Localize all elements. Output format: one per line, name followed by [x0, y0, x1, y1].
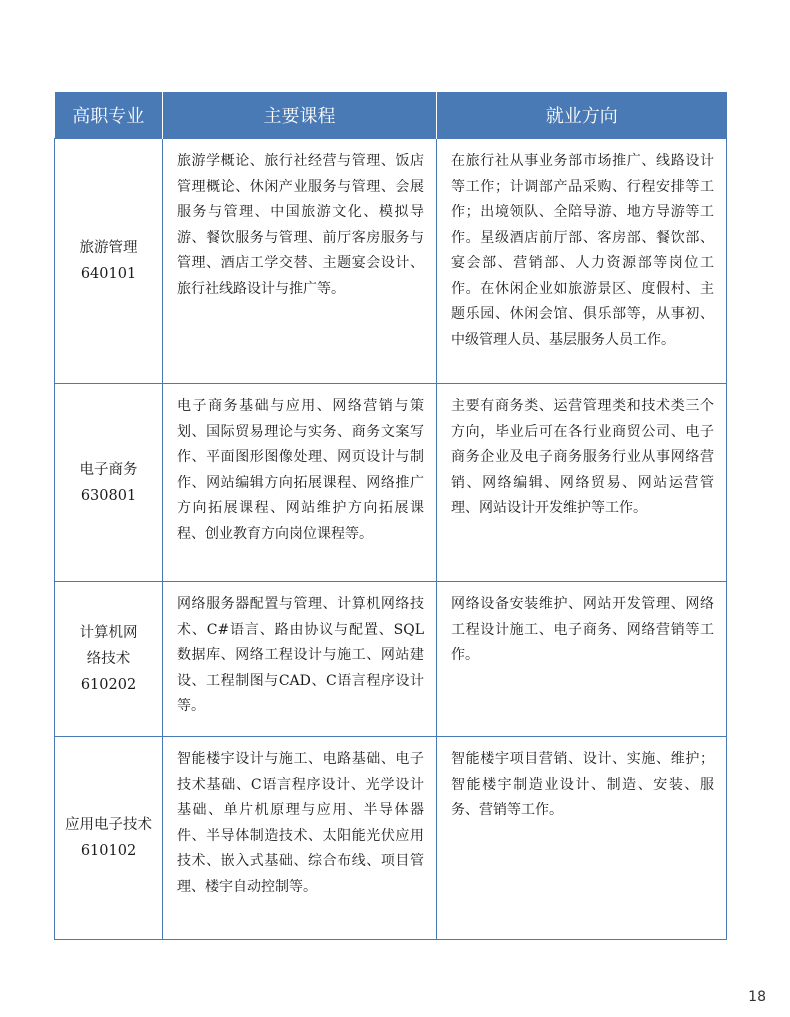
major-code: 630801 [80, 487, 137, 504]
careers-cell: 智能楼宇项目营销、设计、实施、维护；智能楼宇制造业设计、制造、安装、服务、营销等工作。 [437, 737, 727, 940]
table-row [55, 384, 727, 582]
courses-cell: 网络服务器配置与管理、计算机网络技术、C#语言、路由协议与配置、SQL数据库、网络工程设计与施工、网站建设、工程制图与CAD、C语言程序设计等。 [163, 582, 437, 737]
courses-cell: 旅游学概论、旅行社经营与管理、饭店管理概论、休闲产业服务与管理、会展服务与管理、中国旅游文化、模拟导游、餐饮服务与管理、前厅客房服务与管理、酒店工学交替、主题宴会设计、旅行社线路设计与推广等。 [163, 139, 437, 384]
major-cell [55, 384, 163, 582]
major-cell [55, 582, 163, 737]
page-number: 18 [748, 989, 766, 1005]
header-careers: 就业方向 [437, 92, 727, 139]
header-courses: 主要课程 [163, 92, 437, 139]
major-name: 应用电子技术 [65, 817, 152, 833]
table-header-row [55, 92, 727, 139]
courses-cell: 电子商务基础与应用、网络营销与策划、国际贸易理论与实务、商务文案写作、平面图形图像处理、网页设计与制作、网站编辑方向拓展课程、网络推广方向拓展课程、网站维护方向拓展课程、创业教育方向岗位课程等。 [163, 384, 437, 582]
major-code: 640101 [80, 266, 137, 282]
major-code: 610102 [80, 843, 137, 859]
careers-cell: 主要有商务类、运营管理类和技术类三个方向，毕业后可在各行业商贸公司、电子商务企业及电子商务服务行业从事网络营销、网络编辑、网络贸易、网站运营管理、网站设计开发维护等工作。 [437, 384, 727, 582]
careers-cell: 在旅行社从事业务部市场推广、线路设计等工作；计调部产品采购、行程安排等工作；出境领队、全陪导游、地方导游等工作。星级酒店前厅部、客房部、餐饮部、宴会部、营销部、人力资源部等岗位工作。在休闲企业如旅游景区、度假村、主题乐园、休闲会馆、俱乐部等，从事初、中级管理人员、基层服务人员工作。 [437, 139, 727, 384]
major-code: 610202 [80, 677, 137, 693]
majors-table [54, 92, 727, 940]
major-cell [55, 737, 163, 940]
courses-cell: 智能楼宇设计与施工、电路基础、电子技术基础、C语言程序设计、光学设计基础、单片机原理与应用、半导体器件、半导体制造技术、太阳能光伏应用技术、嵌入式基础、综合布线、项目管理、楼宇自动控制等。 [163, 737, 437, 940]
major-name: 电子商务 [79, 461, 138, 478]
table-row [55, 737, 727, 940]
major-cell [55, 139, 163, 384]
major-name: 旅游管理 [79, 240, 138, 256]
table-row [55, 582, 727, 737]
major-name: 计算机网络技术 [79, 625, 138, 667]
careers-cell: 网络设备安装维护、网站开发管理、网络工程设计施工、电子商务、网络营销等工作。 [437, 582, 727, 737]
header-major: 高职专业 [55, 92, 163, 139]
table-row [55, 139, 727, 384]
